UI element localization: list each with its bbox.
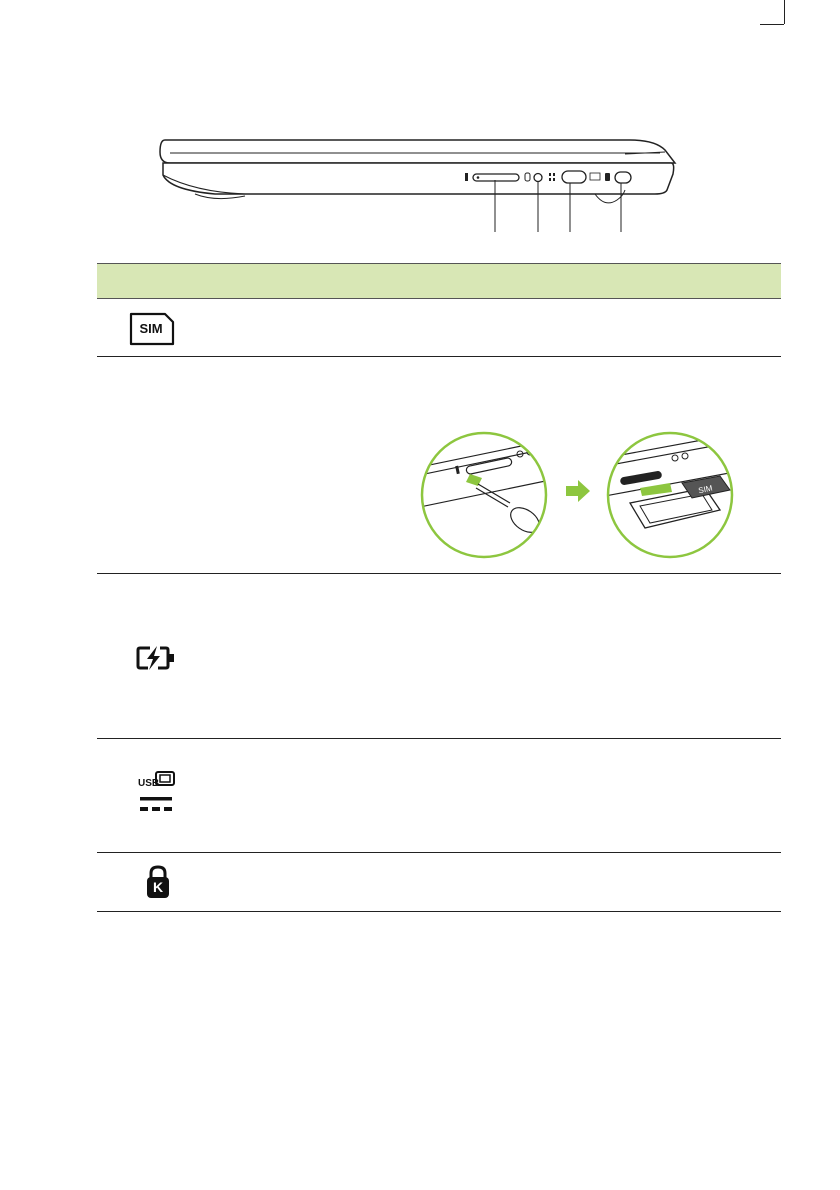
sim-icon-label: SIM <box>139 321 163 336</box>
laptop-side-view <box>155 130 685 240</box>
usb-c-display-icon <box>138 770 178 816</box>
sim-tray <box>473 174 519 181</box>
table-bottom-border <box>97 911 781 912</box>
row-divider <box>97 573 781 574</box>
reset-hole <box>534 174 542 182</box>
kensington-icon-label: K <box>152 879 164 895</box>
row-divider <box>97 356 781 357</box>
sim-eject-illustration <box>420 428 740 563</box>
sim-slot-mark <box>465 173 468 181</box>
table-header <box>97 263 781 299</box>
usb-c-port <box>562 171 586 183</box>
kensington-lock-icon <box>145 864 171 900</box>
row-divider <box>97 852 781 853</box>
sim-card-label: SIM <box>697 483 714 496</box>
row-divider <box>97 738 781 739</box>
arrow-right-icon <box>566 480 590 502</box>
usb-icon-label: USB <box>138 778 160 789</box>
battery-charging-icon <box>136 645 176 671</box>
kensington-slot <box>615 172 631 183</box>
crop-mark <box>760 24 784 25</box>
sim-card-icon <box>128 312 176 346</box>
crop-mark <box>784 0 785 24</box>
